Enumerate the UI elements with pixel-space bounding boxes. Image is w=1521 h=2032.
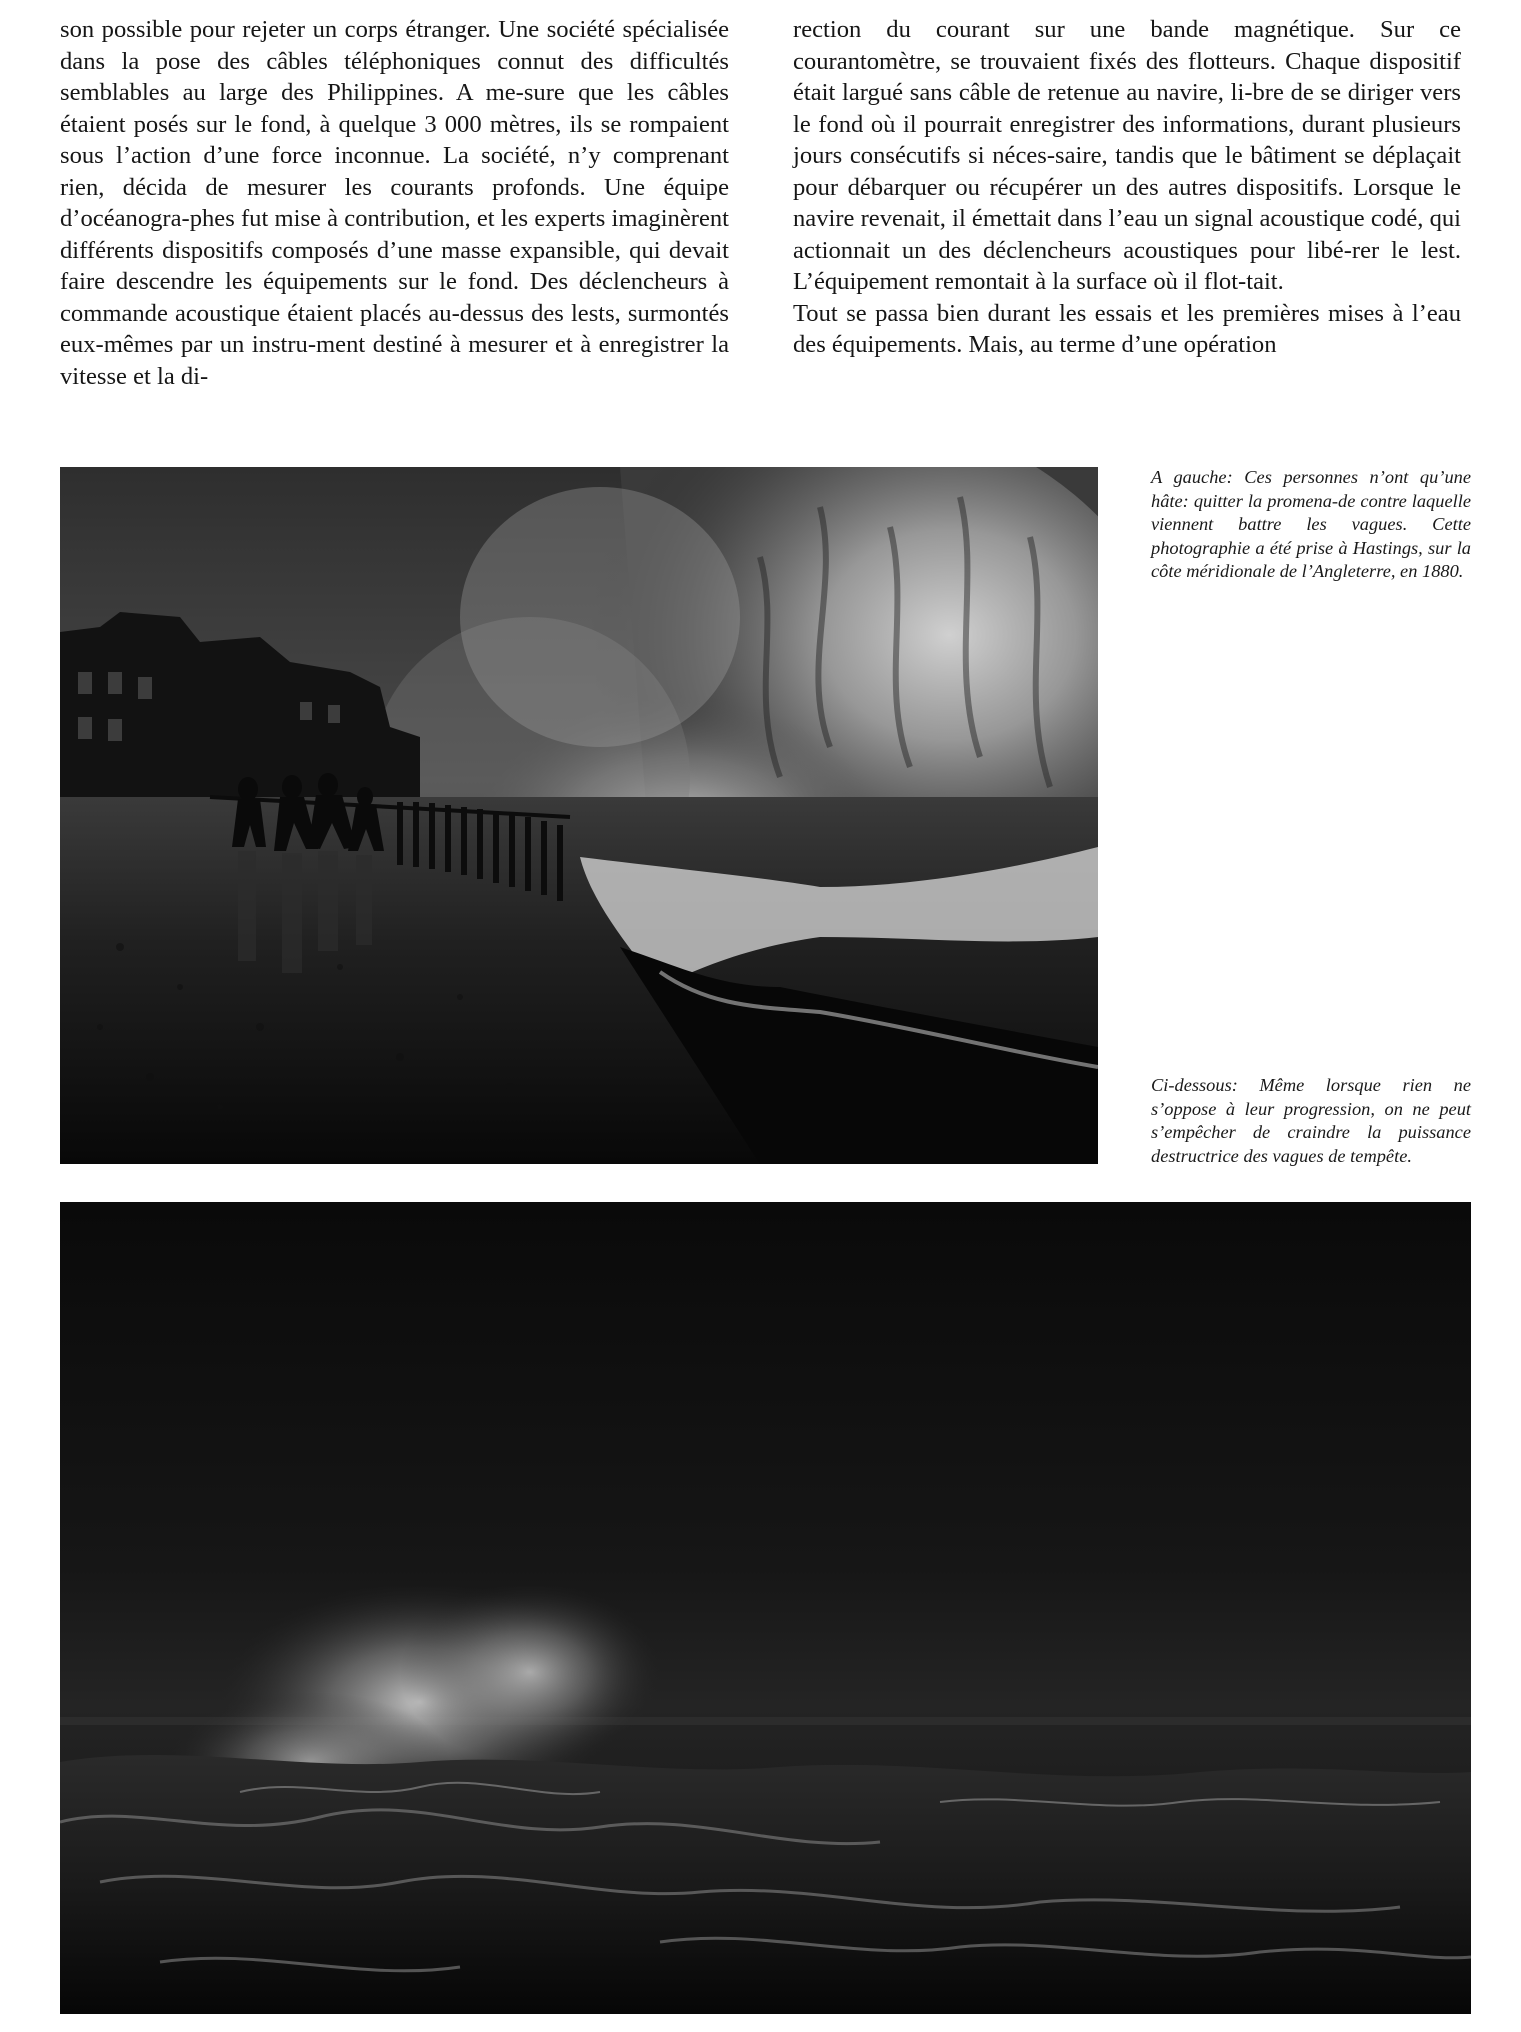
body-paragraph-right-1: rection du courant sur une bande magnétique. Sur ce courantomètre, se trouvaient fixés des flotteurs. Chaque dispositif était largué sans câble de retenue au navire, li-bre de se diriger vers le fond où il pourrait enregistrer des informations, durant plusieurs jours consécutifs si néces-saire, tandis que le bâtiment se déplaçait pour débarquer ou récupérer un des autres dispositifs. Lorsque le navire revenait, il émettait dans l’eau un signal acoustique codé, qui actionnait un des déclencheurs acoustiques pour libé-rer le lest. L’équipement remontait à la surface où il flot-tait. <box>793 16 1461 295</box>
body-paragraph-right-2: Tout se passa bien durant les essais et les premières mises à l’eau des équipements. Mais, au terme d’une opération <box>793 299 1461 358</box>
photo-storm-wave <box>60 1202 1471 2014</box>
caption-bottom: Ci-dessous: Même lorsque rien ne s’oppose à leur progression, on ne peut s’empêcher de craindre la puissance destructrice des vagues de tempête. <box>1151 1075 1471 1166</box>
body-paragraph-left: son possible pour rejeter un corps étranger. Une société spécialisée dans la pose des câbles téléphoniques connut des difficultés semblables au large des Philippines. A me-sure que les câbles étaient posés sur le fond, à quelque 3 000 mètres, ils se rompaient sous l’action d’une force inconnue. La société, n’y comprenant rien, décida de mesurer les courants profonds. Une équipe d’océanogra-phes fut mise à contribution, et les experts imaginèrent différents dispositifs composés d’une masse expansible, qui devait faire descendre les équipements sur le fond. Des déclencheurs à commande acoustique étaient placés au-dessus des lests, surmontés eux-mêmes par un instru-ment destiné à mesurer et à enregistrer la vitesse et la di- <box>60 16 729 390</box>
text-column-right <box>793 14 1461 361</box>
photo-hastings-promenade <box>60 467 1098 1164</box>
text-column-left <box>60 14 729 392</box>
caption-top: A gauche: Ces personnes n’ont qu’une hâte: quitter la promena-de contre laquelle viennent battre les vagues. Cette photographie a été prise à Hastings, sur la côte méridionale de l’Angleterre, en 1880. <box>1151 467 1471 582</box>
